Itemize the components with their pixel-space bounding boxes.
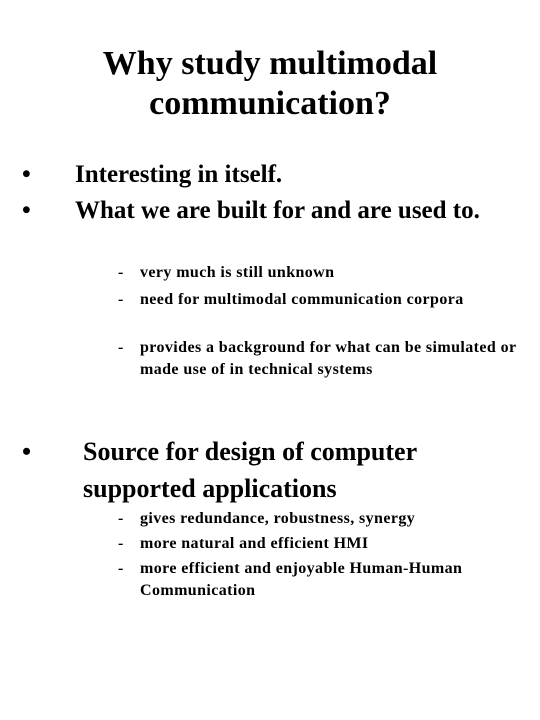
- bullet-item: [22, 433, 522, 505]
- bullet-dot-icon: •: [22, 197, 31, 224]
- dash-icon: -: [118, 560, 124, 577]
- sub-bullet-item: [118, 262, 538, 284]
- dash-icon: -: [118, 535, 124, 552]
- dash-icon: -: [118, 510, 124, 527]
- bullet-item: [22, 159, 522, 191]
- slide-title: [0, 44, 540, 124]
- sub-bullet-text: provides a background for what can be simulated or made use of in technical systems: [140, 339, 517, 378]
- bullet-dot-icon: •: [22, 437, 32, 466]
- bullet-text: Interesting in itself.: [75, 161, 283, 188]
- sub-bullet-text: more efficient and enjoyable Human-Human Communication: [140, 560, 463, 599]
- slide-title-line-1: Why study multimodal: [102, 45, 438, 82]
- bullet-text: What we are built for and are used to.: [75, 197, 480, 224]
- sub-bullet-text: more natural and efficient HMI: [140, 535, 369, 552]
- slide-title-line-2: communication?: [149, 85, 391, 122]
- sub-bullet-text: need for multimodal communication corpora: [140, 291, 464, 308]
- bullet-text: Source for design of computer supported applications: [83, 437, 417, 503]
- sub-bullet-item: [118, 337, 538, 403]
- dash-icon: -: [118, 264, 124, 281]
- bullet-dot-icon: •: [22, 161, 31, 188]
- dash-icon: -: [118, 339, 124, 356]
- sub-bullet-item: [118, 508, 538, 530]
- sub-bullet-text: very much is still unknown: [140, 264, 335, 281]
- sub-bullet-item: [118, 289, 538, 333]
- sub-bullet-item: [118, 558, 538, 602]
- bullet-item: [22, 195, 522, 259]
- sub-bullet-text: gives redundance, robustness, synergy: [140, 510, 416, 527]
- dash-icon: -: [118, 291, 124, 308]
- sub-bullet-item: [118, 533, 538, 555]
